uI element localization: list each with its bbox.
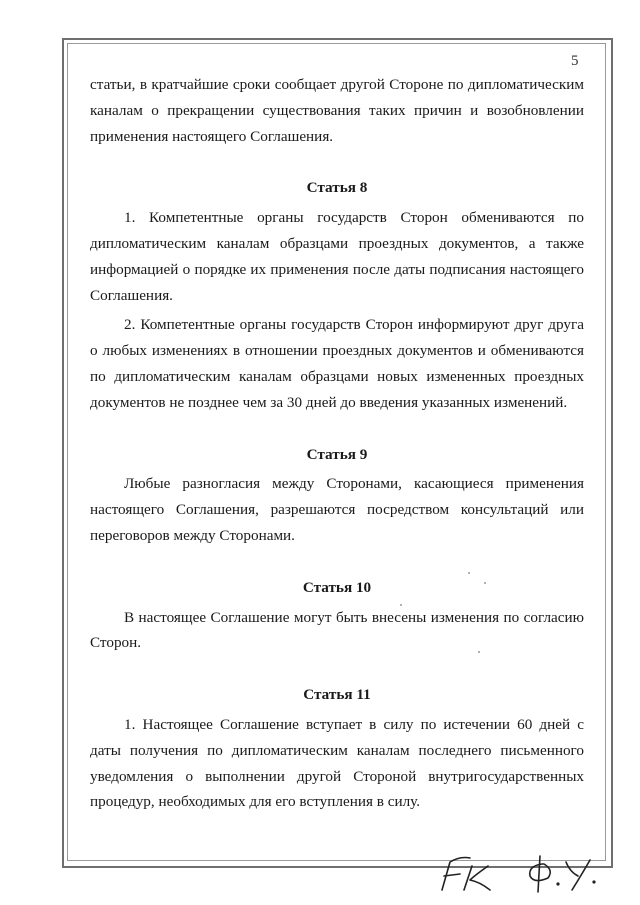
scan-speck <box>468 572 470 574</box>
article-11-paragraph-1: 1. Настоящее Соглашение вступает в силу по истечении 60 дней с даты получения по дипломатическим каналам последнего письменного уведомления о выполнении другой Стороной внутригосударственных процедур, необходимых для его вступления в силу. <box>90 715 584 811</box>
article-8-paragraph-2: 2. Компетентные органы государств Сторон информируют друг друга о любых изменениях в отношении проездных документов и обмениваются по дипломатическим каналам образцами новых измененных проездных документов не позднее чем за 30 дней до введения указанных изменений. <box>90 316 584 411</box>
intro-paragraph: статьи, в кратчайшие сроки сообщает другой Стороне по дипломатическим каналам о прекращении существования таких причин и возобновлении применения настоящего Соглашения. <box>90 76 584 145</box>
article-11-heading: Статья 11 <box>303 686 371 704</box>
article-10-heading: Статья 10 <box>302 578 372 596</box>
article-8-heading: Статья 8 <box>306 179 368 197</box>
article-8-paragraph-1: 1. Компетентные органы государств Сторон обмениваются по дипломатическим каналам образцами проездных документов, а также информацией о порядке их применения после даты подписания настоящего Соглашения. <box>90 209 584 304</box>
article-10-paragraph-1: В настоящее Соглашение могут быть внесены изменения по согласию Сторон. <box>90 608 584 652</box>
scan-speck <box>484 582 486 584</box>
scan-speck <box>400 604 402 606</box>
scan-speck <box>478 651 480 653</box>
handwritten-initials-signature <box>420 848 600 898</box>
article-9-heading: Статья 9 <box>306 445 368 463</box>
page-number: 5 <box>571 53 579 69</box>
document-body <box>90 72 584 815</box>
article-9-paragraph-1: Любые разногласия между Сторонами, касающиеся применения настоящего Соглашения, разрешаются посредством консультаций или переговоров между Сторонами. <box>90 475 584 544</box>
